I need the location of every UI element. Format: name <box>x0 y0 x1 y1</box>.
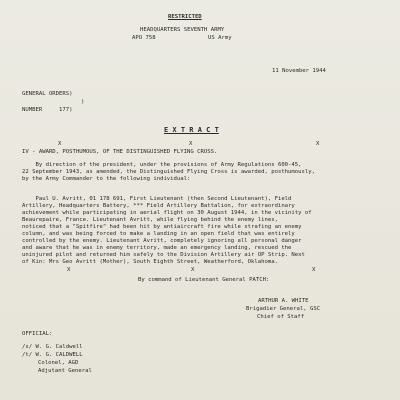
signatory-name: ARTHUR A. WHITE <box>258 298 309 304</box>
extract-title: E X T R A C T <box>164 126 219 134</box>
headquarters-line: HEADQUARTERS SEVENTH ARMY <box>140 27 225 33</box>
signatory-title: Chief of Staff <box>257 314 305 320</box>
official-signature-line: /s/ W. G. Caldwell <box>22 344 83 350</box>
citation-line: Artillery, Headquarters Battery, *** Field Artillery Battalion, for extraordinary <box>22 203 295 209</box>
citation-line: column, and was being forced to make a landing in an open field that was entirely <box>22 231 295 237</box>
orders-bracket: ) <box>81 99 85 105</box>
section-title: IV - AWARD, POSTHUMOUS, OF THE DISTINGUISHED FLYING CROSS. <box>22 149 218 155</box>
intro-line: by the Army Commander to the following individual: <box>22 176 191 182</box>
orders-number: NUMBER 177) <box>22 107 73 113</box>
classification-mark: RESTRICTED <box>168 14 202 20</box>
general-orders-label: GENERAL ORDERS) <box>22 91 73 97</box>
citation-line: uninjured pilot and returned him safely to the Division Artillery air OP Strip. Next <box>22 252 305 258</box>
official-typed-name: /t/ W. G. CALDWELL <box>22 352 83 358</box>
separator-mark: X <box>316 141 320 147</box>
intro-line: By direction of the president, under the provisions of Army Regulations 600-45, <box>22 162 302 168</box>
command-line: By command of Lieutenant General PATCH: <box>138 277 270 283</box>
citation-line: and aware that he was in enemy territory, made an emergency landing, rescued the <box>22 245 292 251</box>
official-rank: Colonel, AGD <box>38 360 79 366</box>
army-line: US Army <box>208 35 232 41</box>
separator-mark: X <box>191 267 195 273</box>
citation-paragraph <box>22 196 382 266</box>
apo-line: APO 758 <box>132 35 156 41</box>
citation-line: controlled by the enemy. Lieutenant Avritt, completely ignoring all personal danger <box>22 238 302 244</box>
separator-mark: X <box>67 267 71 273</box>
separator-mark: X <box>58 141 62 147</box>
citation-line: achievement while participating in aerial flight on 30 August 1944, in the vicinity of <box>22 210 312 216</box>
separator-mark: X <box>189 141 193 147</box>
citation-line: of Kin: Mrs Geo Avritt (Mother), South Eighth Street, Weatherford, Oklahoma. <box>22 259 278 265</box>
signatory-rank: Brigadier General, GSC <box>246 306 321 312</box>
citation-line: noticed that a "Spitfire" had been hit by antiaircraft fire while strafing an enemy <box>22 224 302 230</box>
citation-line: Beaurepaire, France. Lieutenant Avritt, while flying behind the enemy lines, <box>22 217 278 223</box>
document-date: 11 November 1944 <box>272 68 326 74</box>
official-title: Adjutant General <box>38 368 92 374</box>
citation-line: Paul U. Avritt, 01 178 691, First Lieutenant (then Second Lieutenant), Field <box>22 196 292 202</box>
separator-mark: X <box>312 267 316 273</box>
intro-line: 22 September 1943, as amended, the Distinguished Flying Cross is awarded, posthumously, <box>22 169 315 175</box>
official-label: OFFICIAL: <box>22 331 53 337</box>
intro-paragraph <box>22 162 382 183</box>
